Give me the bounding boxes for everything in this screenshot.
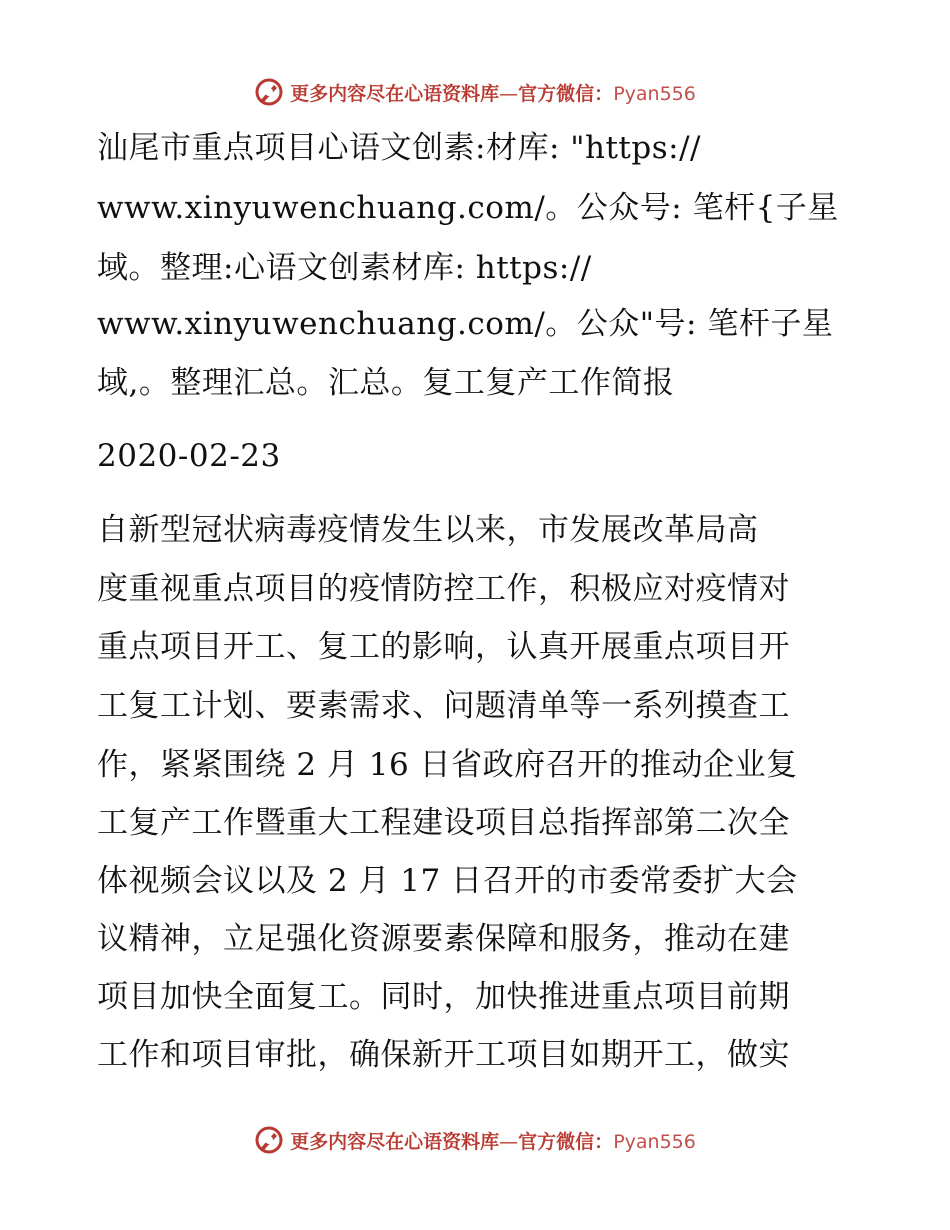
body-line-9: 项目加快全面复工。同时，加快推进重点项目前期 [97, 979, 790, 1015]
banner-text: 更多内容尽在心语资料库—官方微信：Pyan556 [290, 82, 696, 105]
header-line-3: 域。整理:心语文创素材库: https:// [97, 250, 592, 286]
bottom-banner [0, 1120, 950, 1160]
body-line-5: 作，紧紧围绕 2 月 16 日省政府召开的推动企业复 [97, 747, 798, 783]
report-date: 2020-02-23 [97, 438, 281, 474]
body-line-6: 工复产工作暨重大工程建设项目总指挥部第二次全 [97, 805, 790, 841]
body-line-7: 体视频会议以及 2 月 17 日召开的市委常委扩大会 [97, 863, 798, 899]
header-line-4: www.xinyuwenchuang.com/。公众"号: 笔杆子星 [97, 306, 834, 342]
banner-text: 更多内容尽在心语资料库—官方微信：Pyan556 [290, 1130, 696, 1153]
body-line-8: 议精神，立足强化资源要素保障和服务，推动在建 [97, 921, 790, 957]
body-line-4: 工复工计划、要素需求、问题清单等一系列摸查工 [97, 688, 790, 724]
body-line-10: 工作和项目审批，确保新开工项目如期开工，做实 [97, 1037, 790, 1073]
body-line-1: 自新型冠状病毒疫情发生以来，市发展改革局高 [97, 512, 759, 548]
pen-logo-icon [254, 1125, 284, 1155]
header-line-5: 域,。整理汇总。汇总。复工复产工作简报 [97, 365, 675, 401]
body-line-2: 度重视重点项目的疫情防控工作，积极应对疫情对 [97, 571, 790, 607]
body-line-3: 重点项目开工、复工的影响，认真开展重点项目开 [97, 629, 790, 665]
header-line-2: www.xinyuwenchuang.com/。公众号: 笔杆{子星 [97, 190, 839, 226]
top-banner [0, 72, 950, 112]
pen-logo-icon [254, 77, 284, 107]
header-line-1: 汕尾市重点项目心语文创素:材库: "https:// [97, 130, 701, 166]
